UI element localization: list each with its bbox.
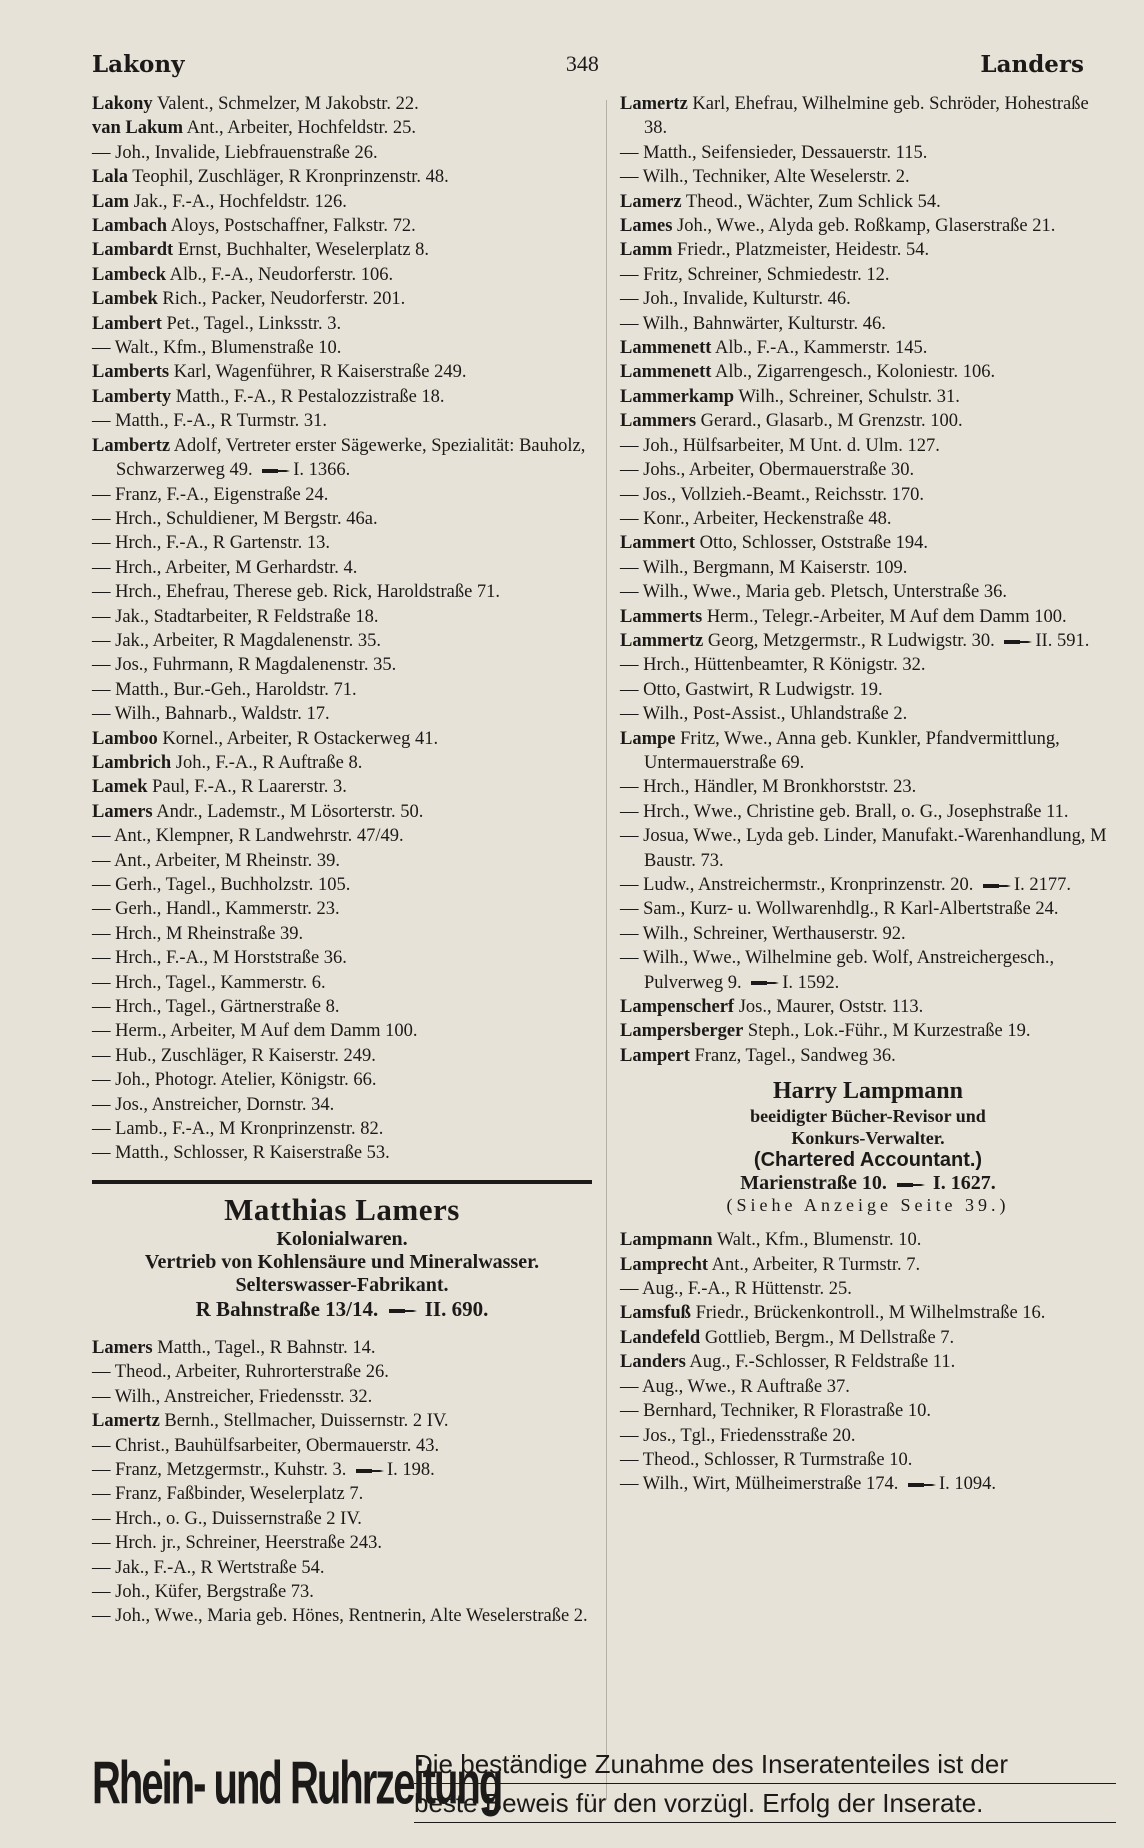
directory-entry — [620, 1375, 1116, 1399]
directory-entry — [92, 678, 592, 702]
entry-surname: Lampert — [620, 1045, 690, 1066]
entry-details: Valent., Schmelzer, M Jakobstr. 22. — [152, 94, 419, 114]
directory-entry — [620, 434, 1116, 458]
directory-entry — [620, 165, 1116, 189]
entry-details: Otto, Schlosser, Oststraße 194. — [695, 533, 929, 554]
advert-phone: I. 1627. — [932, 1172, 996, 1195]
right-entries — [620, 92, 1116, 1068]
entry-details: — Theod., Schlosser, R Turmstraße 10. — [620, 1449, 913, 1470]
entry-details: — Joh., Invalide, Kulturstr. 46. — [620, 289, 851, 310]
directory-entry — [620, 1277, 1116, 1301]
directory-entry — [92, 605, 592, 629]
entry-details: — Christ., Bauhülfsarbeiter, Obermauerstr. 43. — [92, 1435, 440, 1456]
entry-phone — [995, 631, 1090, 651]
entry-details: — Joh., Photogr. Atelier, Königstr. 66. — [92, 1070, 377, 1091]
directory-entry — [620, 873, 1116, 897]
directory-entry — [92, 1458, 592, 1482]
directory-entry — [92, 873, 592, 897]
directory-entry — [92, 1117, 592, 1141]
directory-entry — [620, 653, 1116, 677]
left-entries — [92, 92, 592, 1166]
entry-surname: Lammerkamp — [620, 386, 735, 407]
directory-entry — [620, 556, 1116, 580]
entry-details: Jak., F.-A., Hochfeldstr. 126. — [129, 191, 347, 212]
directory-entry — [92, 1044, 592, 1068]
entry-surname: Lamprecht — [620, 1254, 709, 1275]
directory-entry — [92, 897, 592, 921]
entry-details: — Wilh., Wirt, Mülheimerstraße 174. — [620, 1474, 899, 1495]
directory-entry — [92, 995, 592, 1019]
entry-details: — Jos., Fuhrmann, R Magdalenenstr. 35. — [92, 655, 397, 676]
entry-details: — Aug., F.-A., R Hüttenstr. 25. — [620, 1279, 852, 1300]
entry-details: — Wilh., Wwe., Maria geb. Pletsch, Unterstraße 36. — [620, 582, 1007, 603]
entry-surname: Lala — [92, 167, 128, 188]
entry-phone — [898, 1474, 996, 1494]
directory-entry — [620, 238, 1116, 262]
directory-entry — [620, 1448, 1116, 1472]
directory-entry — [620, 92, 1116, 141]
directory-entry — [620, 605, 1116, 629]
entry-details: — Hrch., F.-A., R Gartenstr. 13. — [92, 533, 330, 554]
entry-surname: Lammers — [620, 411, 697, 432]
entry-details: Gottlieb, Bergm., M Dellstraße 7. — [700, 1327, 955, 1348]
entry-surname: Lampersberger — [620, 1021, 744, 1042]
entry-surname: Lamm — [620, 240, 673, 261]
entry-surname: Landers — [620, 1352, 686, 1373]
entry-details: Aug., F.-Schlosser, R Feldstraße 11. — [685, 1352, 956, 1373]
entry-surname: Lamek — [92, 777, 148, 798]
left-entries-continued — [92, 1336, 592, 1629]
entry-details: Alb., F.-A., Neudorferstr. 106. — [166, 264, 394, 285]
advert-line: beeidigter Bücher-Revisor und — [750, 1106, 986, 1127]
entry-surname: Landefeld — [620, 1327, 701, 1348]
directory-entry — [620, 995, 1116, 1019]
directory-entry — [620, 1301, 1116, 1325]
directory-entry — [92, 409, 592, 433]
entry-details: — Wilh., Bergmann, M Kaiserstr. 109. — [620, 557, 908, 578]
directory-entry — [92, 287, 592, 311]
directory-entry — [620, 629, 1116, 653]
entry-phone — [973, 875, 1071, 895]
entry-details: Joh., Wwe., Alyda geb. Roßkamp, Glaserstraße 21. — [672, 216, 1056, 237]
entry-details: — Josua, Wwe., Lyda geb. Linder, Manufakt.-Warenhandlung, M Baustr. 73. — [620, 826, 1107, 871]
entry-surname: Lamerz — [620, 191, 682, 212]
advert-phone: II. 690. — [424, 1296, 489, 1321]
entry-details: — Otto, Gastwirt, R Ludwigstr. 19. — [620, 679, 883, 700]
directory-entry — [620, 312, 1116, 336]
entry-details: Friedr., Brückenkontroll., M Wilhelmstraße 16. — [690, 1303, 1046, 1324]
footer-slogan — [414, 1745, 1116, 1823]
directory-entry — [92, 580, 592, 604]
entry-details: — Ant., Arbeiter, M Rheinstr. 39. — [92, 850, 340, 871]
entry-details: — Jak., Stadtarbeiter, R Feldstraße 18. — [92, 606, 379, 627]
directory-entry — [92, 629, 592, 653]
advert-line: Selterswasser-Fabrikant. — [235, 1273, 449, 1296]
directory-entry — [620, 1228, 1116, 1252]
directory-entry — [92, 1019, 592, 1043]
directory-entry — [620, 507, 1116, 531]
directory-entry — [92, 946, 592, 970]
directory-entry — [92, 214, 592, 238]
entry-surname: Lambeck — [92, 264, 166, 285]
directory-entry — [92, 751, 592, 775]
advert-harry-lampmann — [620, 1078, 1116, 1216]
entry-details: — Konr., Arbeiter, Heckenstraße 48. — [620, 508, 892, 529]
header-right-keyword: Landers — [980, 50, 1084, 78]
entry-details: Pet., Tagel., Linksstr. 3. — [161, 313, 342, 334]
directory-entry — [620, 1019, 1116, 1043]
header-left-keyword: Lakony — [92, 50, 185, 78]
directory-entry — [620, 824, 1116, 873]
entry-details: — Hrch., Hüttenbeamter, R Königstr. 32. — [620, 655, 926, 676]
entry-details: Aloys, Postschaffner, Falkstr. 72. — [167, 216, 416, 237]
newspaper-brand: Rhein- und Ruhrzeitung — [92, 1750, 502, 1817]
entry-details: Karl, Ehefrau, Wilhelmine geb. Schröder, Hohestraße 38. — [644, 94, 1089, 139]
advert-name: Harry Lampmann — [772, 1078, 963, 1105]
directory-entry — [620, 1350, 1116, 1374]
entry-details: — Franz, Faßbinder, Weselerplatz 7. — [92, 1484, 364, 1505]
entry-details: Matth., F.-A., R Pestalozzistraße 18. — [171, 386, 445, 407]
entry-surname: Lambertz — [92, 435, 171, 456]
entry-details: — Hrch., Händler, M Bronkhorststr. 23. — [620, 777, 917, 798]
advert-address — [92, 1297, 592, 1322]
directory-entry — [620, 897, 1116, 921]
footer-advert — [92, 1738, 1116, 1830]
entry-details: Alb., Zigarrengesch., Koloniestr. 106. — [711, 362, 996, 383]
advert-line: Vertrieb von Kohlensäure und Mineralwasser. — [144, 1250, 540, 1273]
entry-details: Wilh., Schreiner, Schulstr. 31. — [734, 386, 960, 407]
directory-entry — [620, 385, 1116, 409]
entry-details: Steph., Lok.-Führ., M Kurzestraße 19. — [743, 1021, 1031, 1042]
directory-entry — [92, 1360, 592, 1384]
directory-entry — [92, 116, 592, 140]
directory-entry — [620, 702, 1116, 726]
directory-entry — [620, 360, 1116, 384]
directory-entry — [620, 1424, 1116, 1448]
entry-surname: van Lakum — [92, 118, 183, 139]
directory-entry — [92, 702, 592, 726]
advert-address-text: Marienstraße 10. — [740, 1172, 887, 1195]
entry-details: — Hrch., Arbeiter, M Gerhardstr. 4. — [92, 557, 358, 578]
entry-details: Franz, Tagel., Sandweg 36. — [689, 1045, 896, 1066]
directory-entry — [92, 360, 592, 384]
entry-details: — Jak., F.-A., R Wertstraße 54. — [92, 1557, 325, 1578]
entry-details: — Ludw., Anstreichermstr., Kronprinzenstr. 20. — [620, 875, 974, 895]
entry-details: — Hrch., Tagel., Kammerstr. 6. — [92, 972, 326, 993]
entry-details: — Lamb., F.-A., M Kronprinzenstr. 82. — [92, 1119, 384, 1140]
directory-entry — [620, 1326, 1116, 1350]
directory-entry — [92, 775, 592, 799]
entry-phone — [742, 973, 840, 993]
entry-surname: Lamers — [92, 1337, 153, 1358]
entry-details: — Jos., Anstreicher, Dornstr. 34. — [92, 1094, 335, 1115]
directory-entry — [92, 312, 592, 336]
entry-surname: Lampe — [620, 728, 676, 749]
directory-entry — [620, 1044, 1116, 1068]
entry-details: Bernh., Stellmacher, Duissernstr. 2 IV. — [159, 1411, 449, 1432]
footer-line: beste Beweis für den vorzügl. Erfolg der Inserate. — [414, 1784, 1116, 1823]
entry-surname: Lambek — [92, 289, 158, 310]
directory-entry — [620, 727, 1116, 776]
directory-entry — [620, 214, 1116, 238]
telephone-icon — [750, 978, 780, 988]
entry-details: — Joh., Wwe., Maria geb. Hönes, Rentnerin, Alte Weselerstraße 2. — [92, 1606, 588, 1627]
advert-line: Konkurs-Verwalter. — [791, 1128, 945, 1149]
telephone-icon — [261, 466, 291, 476]
entry-surname: Lammerts — [620, 606, 703, 627]
directory-entry — [92, 141, 592, 165]
directory-entry — [620, 800, 1116, 824]
directory-entry — [92, 1141, 592, 1165]
directory-entry — [92, 1556, 592, 1580]
directory-entry — [92, 1336, 592, 1360]
entry-details: — Ant., Klempner, R Landwehrstr. 47/49. — [92, 826, 404, 847]
directory-entry — [92, 1580, 592, 1604]
directory-entry — [92, 971, 592, 995]
entry-details: Gerard., Glasarb., M Grenzstr. 100. — [696, 411, 963, 432]
directory-entry — [92, 92, 592, 116]
entry-details: — Jos., Vollzieh.-Beamt., Reichsstr. 170. — [620, 484, 925, 505]
entry-surname: Lakony — [92, 94, 153, 114]
directory-entry — [92, 434, 592, 483]
entry-details: — Franz, Metzgermstr., Kuhstr. 3. — [92, 1459, 347, 1480]
directory-entry — [92, 238, 592, 262]
entry-details: — Wilh., Post-Assist., Uhlandstraße 2. — [620, 704, 908, 725]
phone-number: I. 1094. — [939, 1474, 997, 1495]
page-number: 348 — [565, 51, 599, 76]
phone-number: I. 1592. — [782, 972, 840, 993]
entry-surname: Lammenett — [620, 362, 712, 383]
entry-details: Georg, Metzgermstr., R Ludwigstr. 30. — [703, 630, 995, 651]
phone-number: II. 591. — [1035, 630, 1090, 651]
directory-entry — [92, 824, 592, 848]
directory-entry — [620, 946, 1116, 995]
advert-address — [620, 1172, 1116, 1195]
footer-line: Die beständige Zunahme des Inseratenteiles ist der — [414, 1745, 1116, 1784]
directory-entry — [92, 653, 592, 677]
entry-details: Adolf, Vertreter erster Sägewerke, Spezialität: Bauholz, Schwarzerweg 49. — [116, 435, 586, 481]
entry-details: — Hub., Zuschläger, R Kaiserstr. 249. — [92, 1045, 376, 1066]
directory-entry — [620, 1399, 1116, 1423]
entry-details: Walt., Kfm., Blumenstr. 10. — [712, 1230, 922, 1251]
entry-details: — Wilh., Bahnarb., Waldstr. 17. — [92, 704, 330, 725]
directory-entry — [620, 263, 1116, 287]
directory-entry — [92, 531, 592, 555]
entry-surname: Lambach — [92, 216, 168, 237]
directory-entry — [92, 922, 592, 946]
entry-details: — Wilh., Techniker, Alte Weselerstr. 2. — [620, 167, 910, 188]
entry-details: — Bernhard, Techniker, R Florastraße 10. — [620, 1401, 932, 1422]
entry-details: — Joh., Hülfsarbeiter, M Unt. d. Ulm. 127. — [620, 435, 940, 456]
directory-entry — [92, 727, 592, 751]
telephone-icon — [388, 1306, 418, 1316]
directory-entry — [620, 141, 1116, 165]
directory-entry — [620, 922, 1116, 946]
entry-details: Herm., Telegr.-Arbeiter, M Auf dem Damm 100. — [702, 606, 1067, 627]
entry-details: — Joh., Invalide, Liebfrauenstraße 26. — [92, 142, 378, 163]
advert-address-text: R Bahnstraße 13/14. — [195, 1296, 379, 1321]
entry-surname: Lames — [620, 216, 673, 237]
directory-entry — [620, 1472, 1116, 1496]
directory-entry — [620, 775, 1116, 799]
entry-details: — Matth., Schlosser, R Kaiserstraße 53. — [92, 1143, 390, 1164]
directory-entry — [620, 483, 1116, 507]
directory-entry — [92, 1531, 592, 1555]
directory-entry — [92, 1385, 592, 1409]
directory-entry — [92, 1068, 592, 1092]
entry-phone — [346, 1460, 434, 1480]
phone-number: I. 2177. — [1013, 875, 1071, 895]
directory-entry — [620, 287, 1116, 311]
entry-details: — Gerh., Handl., Kammerstr. 23. — [92, 899, 340, 920]
entry-details: — Hrch., Schuldiener, M Bergstr. 46a. — [92, 508, 378, 529]
entry-surname: Lamsfuß — [620, 1303, 691, 1324]
entry-phone — [253, 460, 351, 480]
entry-surname: Lambert — [92, 313, 162, 334]
entry-details: — Franz, F.-A., Eigenstraße 24. — [92, 484, 329, 505]
directory-entry — [92, 556, 592, 580]
entry-surname: Lamers — [92, 801, 153, 822]
entry-details: — Jak., Arbeiter, R Magdalenenstr. 35. — [92, 630, 382, 651]
entry-surname: Lammenett — [620, 338, 712, 359]
directory-entry — [92, 1434, 592, 1458]
entry-details: — Wilh., Anstreicher, Friedensstr. 32. — [92, 1386, 373, 1407]
entry-details: — Hrch., Ehefrau, Therese geb. Rick, Haroldstraße 71. — [92, 582, 501, 603]
entry-details: Fritz, Wwe., Anna geb. Kunkler, Pfandvermittlung, Untermauerstraße 69. — [644, 728, 1060, 773]
entry-details: Friedr., Platzmeister, Heidestr. 54. — [672, 240, 930, 261]
entry-details: — Hrch., Tagel., Gärtnerstraße 8. — [92, 997, 340, 1018]
entry-surname: Lambrich — [92, 752, 172, 773]
entry-details: — Joh., Küfer, Bergstraße 73. — [92, 1581, 314, 1602]
directory-entry — [92, 1409, 592, 1433]
directory-entry — [92, 483, 592, 507]
directory-entry — [92, 1507, 592, 1531]
entry-surname: Lampmann — [620, 1230, 713, 1251]
entry-surname: Lam — [92, 191, 129, 212]
entry-details: — Aug., Wwe., R Auftraße 37. — [620, 1376, 850, 1397]
entry-surname: Lammertz — [620, 630, 704, 651]
directory-entry — [620, 580, 1116, 604]
entry-details: Teophil, Zuschläger, R Kronprinzenstr. 48. — [127, 167, 449, 188]
directory-entry — [92, 263, 592, 287]
entry-surname: Lammert — [620, 533, 695, 554]
directory-entry — [620, 458, 1116, 482]
directory-entry — [620, 409, 1116, 433]
entry-details: Theod., Wächter, Zum Schlick 54. — [681, 191, 941, 212]
left-column — [92, 92, 592, 1629]
entry-details: Matth., Tagel., R Bahnstr. 14. — [152, 1337, 376, 1358]
directory-entry — [92, 1604, 592, 1628]
advert-reference: (Siehe Anzeige Seite 39.) — [726, 1195, 1010, 1216]
entry-details: — Theod., Arbeiter, Ruhrorterstraße 26. — [92, 1362, 389, 1383]
telephone-icon — [907, 1480, 937, 1490]
directory-entry — [92, 800, 592, 824]
entry-details: — Wilh., Wwe., Wilhelmine geb. Wolf, Anstreichergesch., Pulverweg 9. — [620, 948, 1055, 993]
entry-details: Paul, F.-A., R Laarerstr. 3. — [147, 777, 347, 798]
phone-number: I. 1366. — [293, 460, 351, 481]
telephone-icon — [896, 1180, 926, 1190]
directory-entry — [620, 678, 1116, 702]
entry-details: Rich., Packer, Neudorferstr. 201. — [157, 289, 406, 310]
right-entries-continued — [620, 1228, 1116, 1496]
telephone-icon — [982, 881, 1012, 891]
entry-surname: Lamertz — [92, 1411, 160, 1432]
telephone-icon — [355, 1466, 385, 1476]
entry-surname: Lambardt — [92, 240, 174, 261]
entry-details: — Walt., Kfm., Blumenstraße 10. — [92, 338, 342, 359]
telephone-icon — [1003, 637, 1033, 647]
directory-entry — [92, 1482, 592, 1506]
entry-details: — Hrch. jr., Schreiner, Heerstraße 243. — [92, 1533, 383, 1554]
directory-entry — [92, 507, 592, 531]
directory-entry — [620, 531, 1116, 555]
entry-details: Andr., Lademstr., M Lösorterstr. 50. — [152, 801, 424, 822]
entry-details: — Fritz, Schreiner, Schmiedestr. 12. — [620, 264, 890, 285]
entry-details: — Hrch., F.-A., M Horststraße 36. — [92, 948, 347, 969]
entry-surname: Lamberty — [92, 386, 172, 407]
entry-details: — Jos., Tgl., Friedensstraße 20. — [620, 1425, 856, 1446]
directory-entry — [92, 190, 592, 214]
directory-entry — [92, 165, 592, 189]
entry-details: — Sam., Kurz- u. Wollwarenhdlg., R Karl-Albertstraße 24. — [620, 899, 1059, 920]
advert-line: (Chartered Accountant.) — [753, 1149, 983, 1172]
entry-details: — Hrch., M Rheinstraße 39. — [92, 923, 304, 944]
advert-line: Kolonialwaren. — [276, 1227, 408, 1250]
directory-entry — [620, 1253, 1116, 1277]
entry-details: — Matth., Seifensieder, Dessauerstr. 115. — [620, 142, 928, 163]
entry-surname: Lamberts — [92, 362, 170, 383]
entry-details: Joh., F.-A., R Auftraße 8. — [171, 752, 363, 773]
column-divider — [606, 100, 607, 1800]
entry-details: — Hrch., o. G., Duissernstraße 2 IV. — [92, 1508, 362, 1529]
entry-details: Ernst, Buchhalter, Weselerplatz 8. — [173, 240, 430, 261]
entry-details: Kornel., Arbeiter, R Ostackerweg 41. — [157, 728, 439, 749]
page-header — [92, 44, 1084, 84]
advert-matthias-lamers — [92, 1180, 592, 1322]
entry-details: — Matth., F.-A., R Turmstr. 31. — [92, 411, 327, 432]
entry-surname: Lamboo — [92, 728, 158, 749]
entry-details: — Wilh., Bahnwärter, Kulturstr. 46. — [620, 313, 886, 334]
entry-details: — Hrch., Wwe., Christine geb. Brall, o. G., Josephstraße 11. — [620, 801, 1069, 822]
entry-details: — Wilh., Schreiner, Werthauserstr. 92. — [620, 923, 906, 944]
directory-entry — [620, 336, 1116, 360]
phone-number: I. 198. — [386, 1459, 435, 1480]
right-column — [620, 92, 1116, 1497]
entry-details: Jos., Maurer, Oststr. 113. — [734, 997, 924, 1018]
directory-entry — [620, 190, 1116, 214]
directory-entry — [92, 385, 592, 409]
entry-details: — Johs., Arbeiter, Obermauerstraße 30. — [620, 460, 915, 481]
entry-details: Ant., Arbeiter, Hochfeldstr. 25. — [183, 118, 417, 139]
entry-surname: Lampenscherf — [620, 997, 735, 1018]
entry-details: — Herm., Arbeiter, M Auf dem Damm 100. — [92, 1021, 418, 1042]
entry-details: Karl, Wagenführer, R Kaiserstraße 249. — [169, 362, 467, 383]
directory-entry — [92, 336, 592, 360]
entry-details: Alb., F.-A., Kammerstr. 145. — [711, 338, 928, 359]
entry-details: Ant., Arbeiter, R Turmstr. 7. — [708, 1254, 921, 1275]
entry-surname: Lamertz — [620, 94, 688, 114]
entry-details: — Matth., Bur.-Geh., Haroldstr. 71. — [92, 679, 357, 700]
entry-details: — Gerh., Tagel., Buchholzstr. 105. — [92, 875, 351, 895]
advert-name: Matthias Lamers — [224, 1191, 460, 1227]
directory-entry — [92, 1093, 592, 1117]
directory-entry — [92, 849, 592, 873]
